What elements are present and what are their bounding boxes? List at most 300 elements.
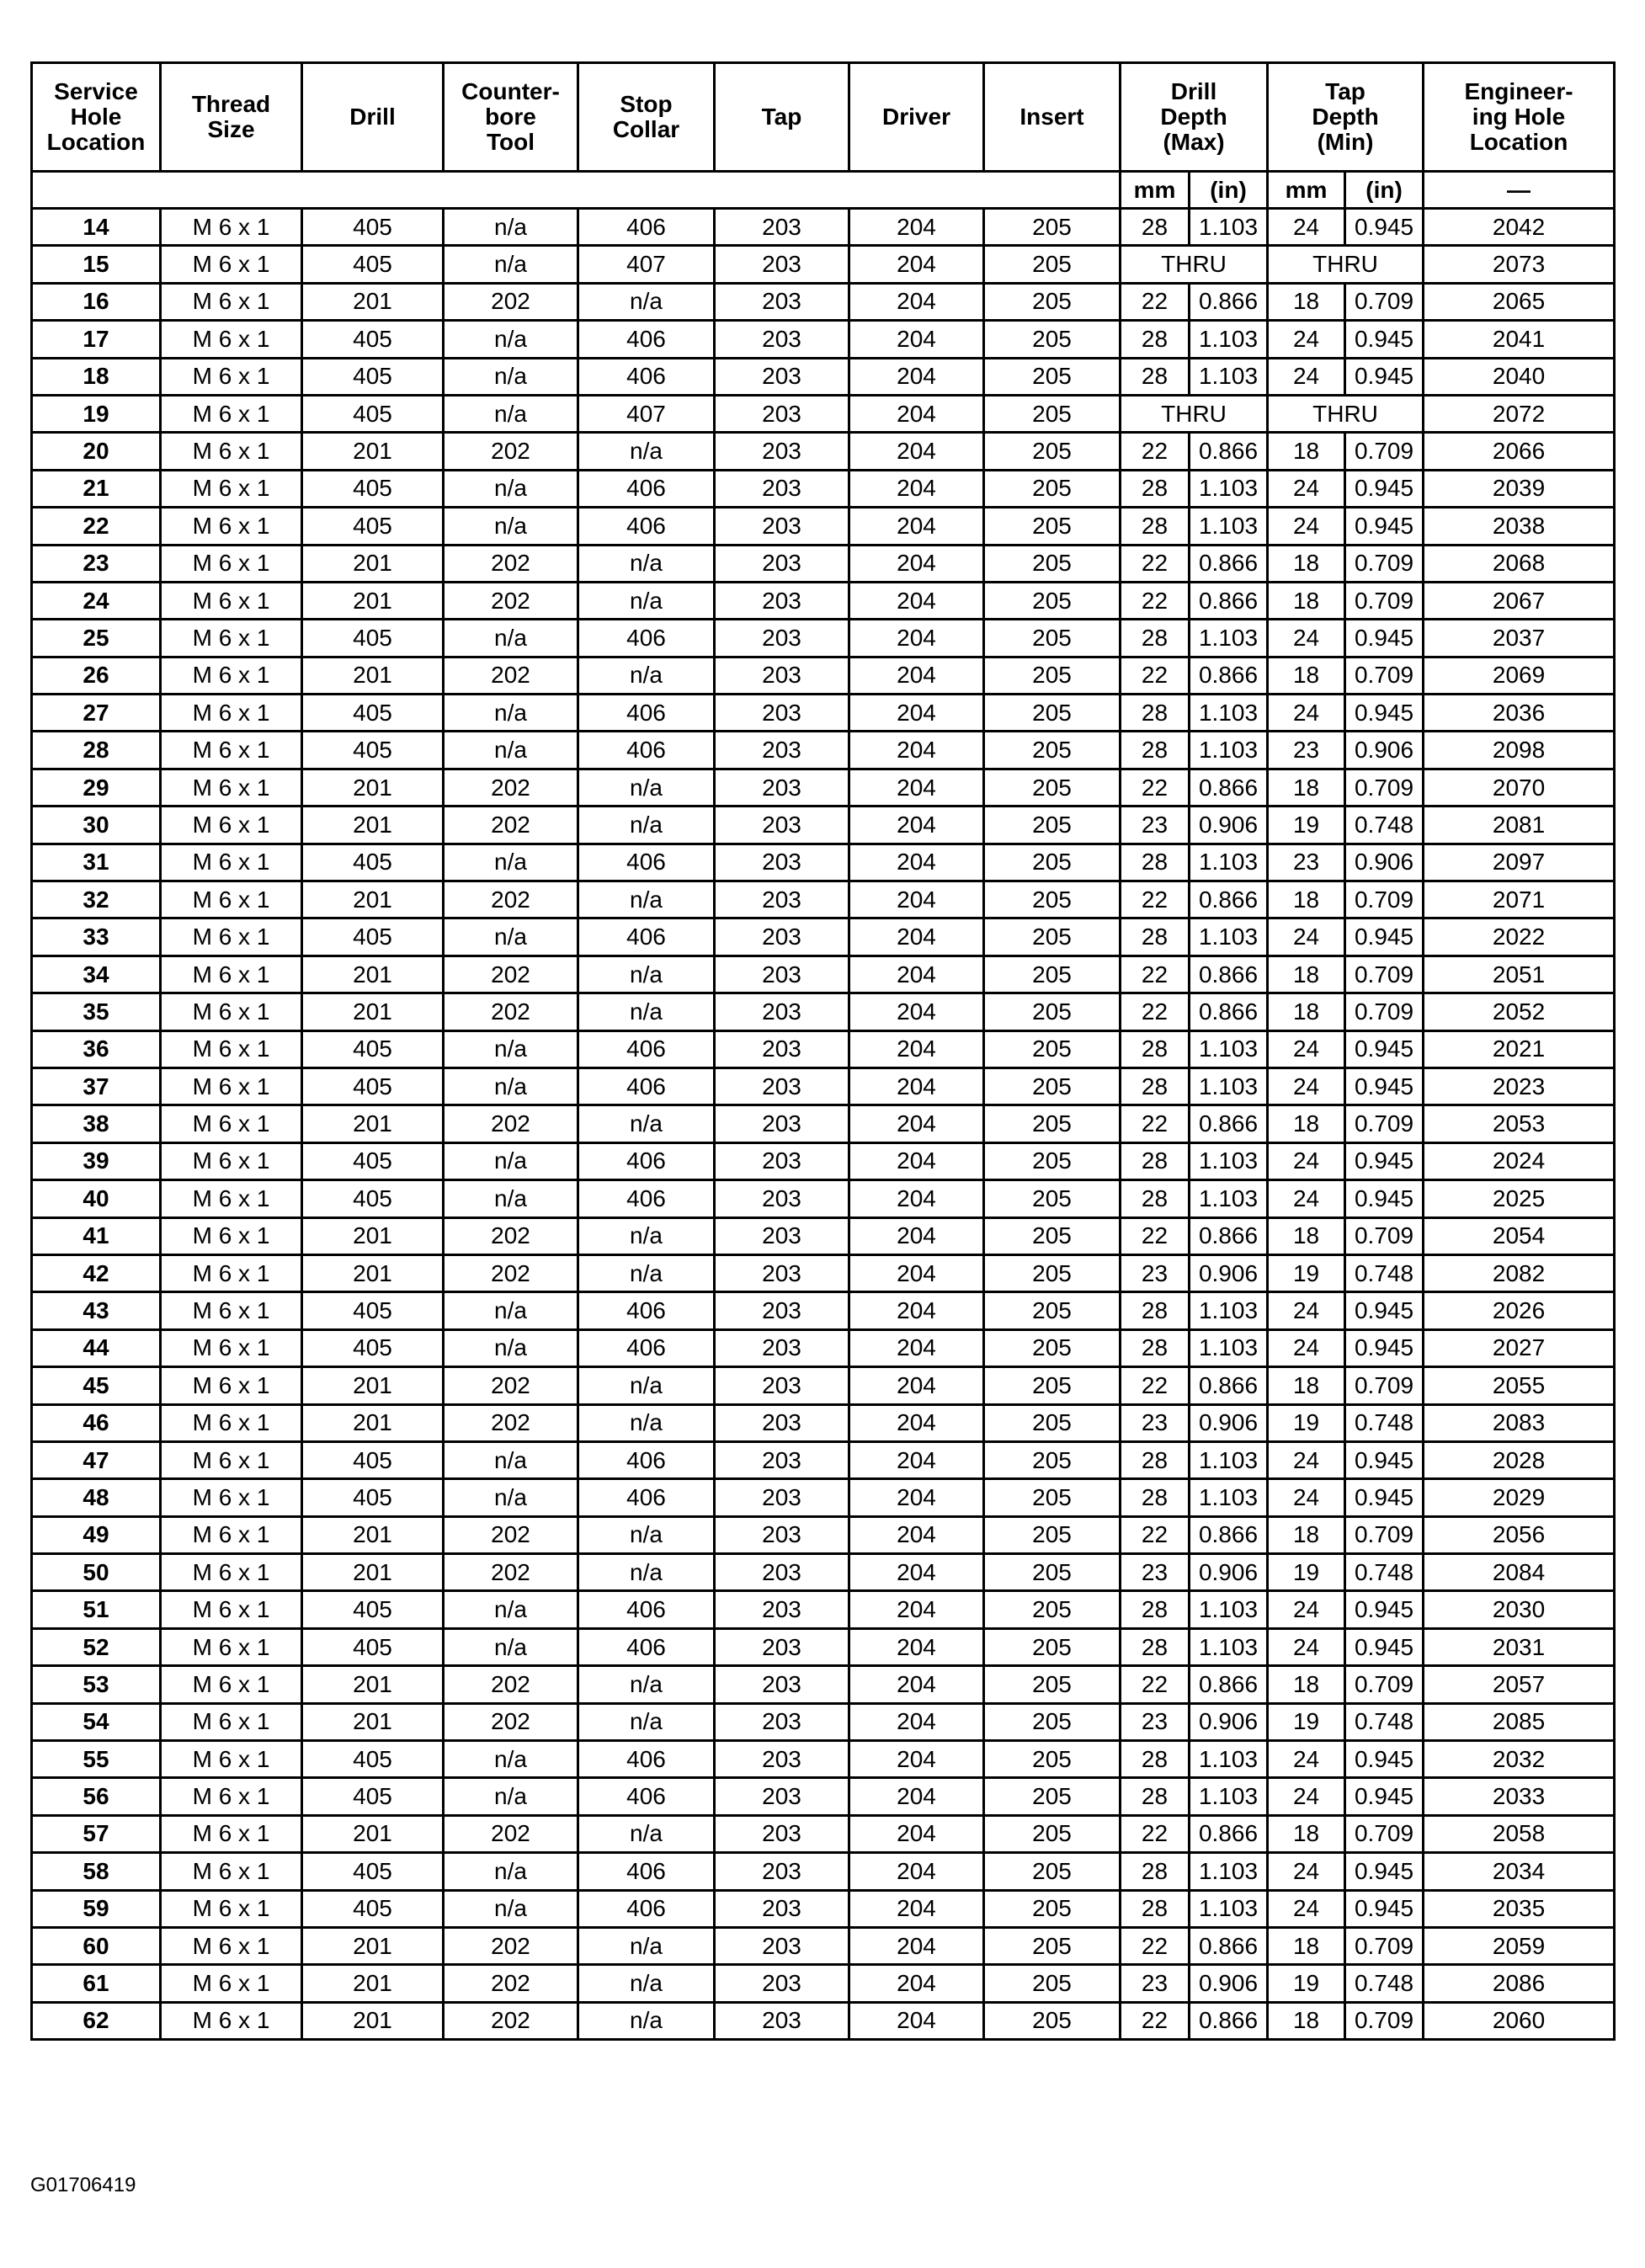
driver-cell: 204 [849,1217,984,1254]
engineering-hole-location-cell: 2028 [1424,1441,1615,1478]
insert-cell: 205 [984,508,1121,545]
counterbore-tool-cell: n/a [444,1741,578,1778]
thread-size-cell: M 6 x 1 [161,657,302,694]
tap-depth-mm-cell: 18 [1268,1105,1345,1142]
header-drill-depth: Drill Depth (Max) [1121,63,1268,172]
drill-cell: 201 [302,657,444,694]
driver-cell: 204 [849,1965,984,2002]
engineering-hole-location-cell: 2057 [1424,1666,1615,1703]
thread-size-cell: M 6 x 1 [161,732,302,769]
stop-collar-cell: n/a [578,993,715,1030]
tap-depth-in-cell: 0.945 [1345,1142,1424,1179]
thread-size-cell: M 6 x 1 [161,1778,302,1815]
thread-size-cell: M 6 x 1 [161,620,302,657]
counterbore-tool-cell: n/a [444,321,578,358]
tap-depth-in-cell: 0.709 [1345,2002,1424,2039]
table-row [32,358,1615,395]
driver-cell: 204 [849,1441,984,1478]
service-hole-location-cell: 37 [32,1067,161,1105]
driver-cell: 204 [849,246,984,283]
driver-cell: 204 [849,1703,984,1740]
drill-cell: 201 [302,769,444,806]
insert-cell: 205 [984,657,1121,694]
service-hole-location-cell: 58 [32,1853,161,1890]
service-hole-location-cell: 57 [32,1815,161,1852]
tap-depth-in-cell: 0.709 [1345,1516,1424,1553]
insert-cell: 205 [984,1554,1121,1591]
stop-collar-cell: n/a [578,545,715,582]
tap-depth-mm-cell: 24 [1268,1329,1345,1366]
stop-collar-cell: n/a [578,1815,715,1852]
table-row [32,1927,1615,1964]
drill-depth-mm-cell: 23 [1121,1254,1190,1291]
insert-cell: 205 [984,358,1121,395]
drill-depth-mm-cell: 22 [1121,993,1190,1030]
drill-depth-mm-cell: 28 [1121,1741,1190,1778]
counterbore-tool-cell: n/a [444,1180,578,1217]
tap-cell: 203 [715,918,849,956]
drill-depth-mm-cell: 28 [1121,321,1190,358]
table-row [32,433,1615,470]
stop-collar-cell: n/a [578,1554,715,1591]
engineering-hole-location-cell: 2035 [1424,1890,1615,1927]
drill-cell: 405 [302,1329,444,1366]
thread-size-cell: M 6 x 1 [161,1217,302,1254]
tap-depth-thru-cell: THRU [1268,246,1424,283]
insert-cell: 205 [984,1703,1121,1740]
stop-collar-cell: 406 [578,1441,715,1478]
insert-cell: 205 [984,1292,1121,1329]
drill-cell: 405 [302,1778,444,1815]
insert-cell: 205 [984,1142,1121,1179]
tap-depth-mm-cell: 18 [1268,1516,1345,1553]
drill-depth-mm-cell: 22 [1121,1927,1190,1964]
drill-depth-in-cell: 1.103 [1190,1030,1268,1067]
thread-size-cell: M 6 x 1 [161,470,302,507]
insert-cell: 205 [984,283,1121,320]
service-hole-location-cell: 51 [32,1591,161,1628]
driver-cell: 204 [849,283,984,320]
drill-depth-in-cell: 1.103 [1190,1741,1268,1778]
tap-depth-mm-cell: 24 [1268,1591,1345,1628]
tap-depth-mm-cell: 18 [1268,1815,1345,1852]
table-row [32,1815,1615,1852]
tap-depth-mm-cell: 24 [1268,1292,1345,1329]
thread-size-cell: M 6 x 1 [161,1853,302,1890]
service-hole-location-cell: 24 [32,582,161,619]
tap-cell: 203 [715,956,849,993]
table-body [32,209,1615,2040]
tap-depth-in-cell: 0.945 [1345,1479,1424,1516]
drill-depth-in-cell: 1.103 [1190,508,1268,545]
tap-cell: 203 [715,1329,849,1366]
tap-depth-in-cell: 0.945 [1345,358,1424,395]
insert-cell: 205 [984,993,1121,1030]
tap-depth-in-cell: 0.709 [1345,1815,1424,1852]
engineering-hole-location-cell: 2041 [1424,321,1615,358]
table-row [32,1441,1615,1478]
counterbore-tool-cell: n/a [444,620,578,657]
counterbore-tool-cell: n/a [444,1329,578,1366]
tap-depth-in-cell: 0.945 [1345,1890,1424,1927]
table-row [32,1741,1615,1778]
service-hole-location-cell: 25 [32,620,161,657]
drill-depth-mm-cell: 22 [1121,657,1190,694]
stop-collar-cell: n/a [578,1404,715,1441]
tap-depth-mm-cell: 24 [1268,1853,1345,1890]
drill-cell: 405 [302,1591,444,1628]
service-hole-location-cell: 31 [32,844,161,881]
tap-depth-mm-cell: 24 [1268,1030,1345,1067]
tap-cell: 203 [715,1965,849,2002]
drill-cell: 201 [302,956,444,993]
tap-depth-mm-cell: 24 [1268,508,1345,545]
drill-depth-in-cell: 0.866 [1190,2002,1268,2039]
counterbore-tool-cell: 202 [444,1666,578,1703]
tap-cell: 203 [715,545,849,582]
table-row [32,1965,1615,2002]
engineering-hole-location-cell: 2055 [1424,1367,1615,1404]
tap-cell: 203 [715,209,849,246]
engineering-hole-location-cell: 2031 [1424,1628,1615,1665]
engineering-hole-location-cell: 2034 [1424,1853,1615,1890]
drill-depth-in-cell: 0.866 [1190,433,1268,470]
counterbore-tool-cell: 202 [444,1815,578,1852]
stop-collar-cell: n/a [578,1254,715,1291]
insert-cell: 205 [984,1067,1121,1105]
thread-size-cell: M 6 x 1 [161,918,302,956]
unit-drill-mm: mm [1121,172,1190,209]
driver-cell: 204 [849,1666,984,1703]
drill-cell: 201 [302,1666,444,1703]
tap-depth-in-cell: 0.709 [1345,1105,1424,1142]
table-row [32,1778,1615,1815]
tap-cell: 203 [715,1554,849,1591]
figure-code: G01706419 [30,2174,136,2196]
tap-depth-in-cell: 0.709 [1345,657,1424,694]
drill-depth-in-cell: 1.103 [1190,1778,1268,1815]
tap-cell: 203 [715,732,849,769]
stop-collar-cell: 406 [578,1142,715,1179]
thread-size-cell: M 6 x 1 [161,1180,302,1217]
header-tap: Tap [715,63,849,172]
stop-collar-cell: 407 [578,395,715,432]
driver-cell: 204 [849,358,984,395]
counterbore-tool-cell: 202 [444,283,578,320]
stop-collar-cell: n/a [578,1516,715,1553]
counterbore-tool-cell: n/a [444,1479,578,1516]
service-hole-location-cell: 35 [32,993,161,1030]
stop-collar-cell: n/a [578,881,715,918]
drill-depth-in-cell: 0.906 [1190,1965,1268,2002]
drill-depth-mm-cell: 28 [1121,695,1190,732]
service-hole-location-cell: 32 [32,881,161,918]
thread-size-cell: M 6 x 1 [161,1030,302,1067]
drill-cell: 201 [302,1105,444,1142]
driver-cell: 204 [849,1591,984,1628]
tap-cell: 203 [715,1778,849,1815]
thread-size-cell: M 6 x 1 [161,1067,302,1105]
drill-cell: 405 [302,1890,444,1927]
table-row [32,2002,1615,2039]
stop-collar-cell: n/a [578,1666,715,1703]
service-hole-location-cell: 34 [32,956,161,993]
service-hole-location-cell: 45 [32,1367,161,1404]
tap-depth-mm-cell: 18 [1268,582,1345,619]
stop-collar-cell: 406 [578,695,715,732]
tap-depth-in-cell: 0.945 [1345,918,1424,956]
tap-depth-in-cell: 0.709 [1345,1666,1424,1703]
stop-collar-cell: 406 [578,918,715,956]
driver-cell: 204 [849,881,984,918]
stop-collar-cell: 406 [578,1292,715,1329]
drill-depth-in-cell: 1.103 [1190,470,1268,507]
tap-cell: 203 [715,508,849,545]
drill-depth-mm-cell: 22 [1121,2002,1190,2039]
tap-depth-in-cell: 0.709 [1345,545,1424,582]
service-hole-location-cell: 30 [32,807,161,844]
tap-depth-in-cell: 0.945 [1345,1329,1424,1366]
engineering-hole-location-cell: 2032 [1424,1741,1615,1778]
counterbore-tool-cell: n/a [444,246,578,283]
thread-size-cell: M 6 x 1 [161,1105,302,1142]
header-stop-collar: Stop Collar [578,63,715,172]
insert-cell: 205 [984,1778,1121,1815]
service-hole-location-cell: 60 [32,1927,161,1964]
drill-cell: 201 [302,1927,444,1964]
stop-collar-cell: 406 [578,1778,715,1815]
tap-cell: 203 [715,1666,849,1703]
drill-depth-in-cell: 1.103 [1190,1628,1268,1665]
driver-cell: 204 [849,433,984,470]
insert-cell: 205 [984,2002,1121,2039]
drill-depth-in-cell: 1.103 [1190,844,1268,881]
engineering-hole-location-cell: 2027 [1424,1329,1615,1366]
thread-size-cell: M 6 x 1 [161,1292,302,1329]
tap-cell: 203 [715,844,849,881]
tap-cell: 203 [715,695,849,732]
tap-cell: 203 [715,1703,849,1740]
tap-depth-mm-cell: 18 [1268,881,1345,918]
header-service-hole-location: Service Hole Location [32,63,161,172]
counterbore-tool-cell: n/a [444,358,578,395]
engineering-hole-location-cell: 2065 [1424,283,1615,320]
tap-depth-mm-cell: 19 [1268,1404,1345,1441]
thread-size-cell: M 6 x 1 [161,1479,302,1516]
insert-cell: 205 [984,844,1121,881]
tap-cell: 203 [715,993,849,1030]
counterbore-tool-cell: 202 [444,1367,578,1404]
insert-cell: 205 [984,246,1121,283]
tap-cell: 203 [715,1927,849,1964]
driver-cell: 204 [849,1741,984,1778]
table-row [32,1067,1615,1105]
drill-depth-in-cell: 1.103 [1190,918,1268,956]
driver-cell: 204 [849,1367,984,1404]
table-row [32,508,1615,545]
tap-depth-mm-cell: 24 [1268,209,1345,246]
thread-size-cell: M 6 x 1 [161,1254,302,1291]
drill-depth-mm-cell: 22 [1121,1217,1190,1254]
drill-cell: 201 [302,1217,444,1254]
stop-collar-cell: n/a [578,283,715,320]
tap-depth-mm-cell: 19 [1268,1554,1345,1591]
counterbore-tool-cell: n/a [444,1890,578,1927]
table-row [32,283,1615,320]
driver-cell: 204 [849,1628,984,1665]
engineering-hole-location-cell: 2056 [1424,1516,1615,1553]
drill-depth-mm-cell: 22 [1121,545,1190,582]
table-row [32,321,1615,358]
stop-collar-cell: 406 [578,1853,715,1890]
counterbore-tool-cell: n/a [444,1853,578,1890]
driver-cell: 204 [849,1890,984,1927]
drill-depth-in-cell: 0.866 [1190,1815,1268,1852]
table-row [32,209,1615,246]
thread-size-cell: M 6 x 1 [161,1142,302,1179]
drill-depth-in-cell: 1.103 [1190,1329,1268,1366]
driver-cell: 204 [849,1105,984,1142]
tap-cell: 203 [715,1479,849,1516]
drill-cell: 405 [302,1142,444,1179]
table-row [32,732,1615,769]
drill-depth-mm-cell: 23 [1121,1554,1190,1591]
table-row [32,620,1615,657]
thread-size-cell: M 6 x 1 [161,1965,302,2002]
engineering-hole-location-cell: 2053 [1424,1105,1615,1142]
tap-cell: 203 [715,1516,849,1553]
stop-collar-cell: 406 [578,1180,715,1217]
table-row [32,1329,1615,1366]
drill-depth-mm-cell: 28 [1121,1067,1190,1105]
service-hole-location-cell: 50 [32,1554,161,1591]
service-hole-location-cell: 28 [32,732,161,769]
thread-size-cell: M 6 x 1 [161,1703,302,1740]
insert-cell: 205 [984,1628,1121,1665]
tap-depth-in-cell: 0.709 [1345,1367,1424,1404]
stop-collar-cell: 406 [578,358,715,395]
insert-cell: 205 [984,1254,1121,1291]
table-row [32,1180,1615,1217]
tap-cell: 203 [715,283,849,320]
counterbore-tool-cell: 202 [444,1254,578,1291]
counterbore-tool-cell: 202 [444,1404,578,1441]
drill-depth-mm-cell: 28 [1121,358,1190,395]
drill-depth-mm-cell: 28 [1121,1142,1190,1179]
drill-depth-in-cell: 0.866 [1190,993,1268,1030]
drill-depth-mm-cell: 22 [1121,1666,1190,1703]
service-hole-location-cell: 40 [32,1180,161,1217]
drill-depth-mm-cell: 23 [1121,1965,1190,2002]
driver-cell: 204 [849,695,984,732]
engineering-hole-location-cell: 2026 [1424,1292,1615,1329]
engineering-hole-location-cell: 2085 [1424,1703,1615,1740]
stop-collar-cell: n/a [578,2002,715,2039]
driver-cell: 204 [849,209,984,246]
header-tap-depth: Tap Depth (Min) [1268,63,1424,172]
insert-cell: 205 [984,1217,1121,1254]
driver-cell: 204 [849,1815,984,1852]
stop-collar-cell: n/a [578,1927,715,1964]
tap-cell: 203 [715,321,849,358]
insert-cell: 205 [984,1441,1121,1478]
stop-collar-cell: n/a [578,769,715,806]
tap-depth-mm-cell: 24 [1268,1441,1345,1478]
tap-cell: 203 [715,1741,849,1778]
insert-cell: 205 [984,956,1121,993]
tap-depth-in-cell: 0.748 [1345,1554,1424,1591]
tap-cell: 203 [715,1404,849,1441]
driver-cell: 204 [849,1030,984,1067]
thread-size-cell: M 6 x 1 [161,1741,302,1778]
stop-collar-cell: n/a [578,1367,715,1404]
tap-depth-mm-cell: 18 [1268,1217,1345,1254]
engineering-hole-location-cell: 2097 [1424,844,1615,881]
table-row [32,844,1615,881]
tap-depth-mm-cell: 18 [1268,283,1345,320]
driver-cell: 204 [849,470,984,507]
table-row [32,1516,1615,1553]
tap-depth-in-cell: 0.709 [1345,956,1424,993]
tap-depth-mm-cell: 24 [1268,1067,1345,1105]
tap-depth-mm-cell: 24 [1268,695,1345,732]
thread-size-cell: M 6 x 1 [161,1666,302,1703]
drill-depth-in-cell: 1.103 [1190,1180,1268,1217]
tap-depth-mm-cell: 24 [1268,1142,1345,1179]
tap-depth-mm-cell: 18 [1268,1666,1345,1703]
counterbore-tool-cell: 202 [444,582,578,619]
table-row [32,1554,1615,1591]
tap-depth-mm-cell: 18 [1268,956,1345,993]
tap-cell: 203 [715,1180,849,1217]
service-hole-location-cell: 61 [32,1965,161,2002]
table-row [32,1367,1615,1404]
table-row [32,1142,1615,1179]
stop-collar-cell: 406 [578,1067,715,1105]
tap-depth-in-cell: 0.748 [1345,1703,1424,1740]
drill-depth-mm-cell: 28 [1121,918,1190,956]
insert-cell: 205 [984,470,1121,507]
service-hole-location-cell: 38 [32,1105,161,1142]
header-engineering-hole-location: Engineer- ing Hole Location [1424,63,1615,172]
tap-depth-mm-cell: 18 [1268,545,1345,582]
thread-size-cell: M 6 x 1 [161,956,302,993]
tap-depth-in-cell: 0.945 [1345,695,1424,732]
service-hole-location-cell: 36 [32,1030,161,1067]
tap-depth-mm-cell: 24 [1268,470,1345,507]
tap-depth-in-cell: 0.709 [1345,433,1424,470]
tap-cell: 203 [715,1067,849,1105]
header-drill: Drill [302,63,444,172]
drill-depth-mm-cell: 28 [1121,732,1190,769]
tap-cell: 203 [715,1367,849,1404]
counterbore-tool-cell: 202 [444,1516,578,1553]
tap-depth-mm-cell: 23 [1268,844,1345,881]
drill-cell: 201 [302,1965,444,2002]
table-row [32,1292,1615,1329]
counterbore-tool-cell: 202 [444,657,578,694]
thread-size-cell: M 6 x 1 [161,695,302,732]
counterbore-tool-cell: n/a [444,1067,578,1105]
drill-depth-in-cell: 1.103 [1190,1853,1268,1890]
thread-size-cell: M 6 x 1 [161,1927,302,1964]
drill-depth-in-cell: 1.103 [1190,695,1268,732]
insert-cell: 205 [984,582,1121,619]
counterbore-tool-cell: 202 [444,545,578,582]
tap-depth-mm-cell: 23 [1268,732,1345,769]
drill-cell: 201 [302,1367,444,1404]
tap-depth-in-cell: 0.945 [1345,620,1424,657]
